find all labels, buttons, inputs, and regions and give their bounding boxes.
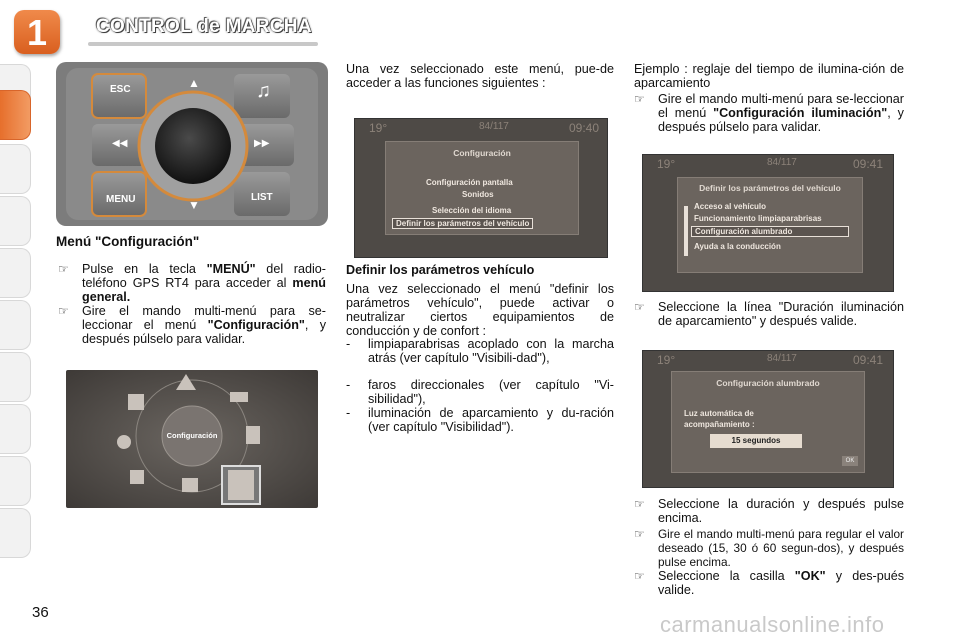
bullet-adjust-value (634, 527, 904, 569)
page-title: CONTROL de MARCHA (96, 16, 312, 37)
text: Gire el mando multi-menú para se-leccionar el menú (82, 304, 326, 332)
bold-text: "Configuración iluminación" (713, 106, 888, 120)
list-button[interactable]: LIST (251, 192, 273, 203)
text: Gire el mando multi-menú para se-leccionar el menú (658, 92, 904, 120)
selection-bar (684, 206, 688, 256)
side-tab-active[interactable] (0, 90, 31, 140)
up-arrow-icon[interactable]: ▲ (188, 76, 200, 90)
list-item-text: faros direccionales (ver capítulo "Vi-sibilidad"), (368, 378, 614, 406)
text: Pulse en la tecla (82, 262, 207, 276)
bullet-select-ok (634, 569, 904, 597)
bullet-select-duration-line (634, 300, 904, 328)
esc-button[interactable]: ESC (110, 84, 131, 95)
status-time: 09:41 (853, 157, 884, 171)
screen-dialog (671, 371, 865, 473)
pointing-hand-icon: ☞ (634, 569, 645, 583)
dash: - (346, 406, 351, 420)
list-item (346, 378, 614, 406)
middle-intro: Una vez seleccionado este menú, pue-de acceder a las funciones siguientes : (346, 62, 614, 90)
text: Gire el mando multi-menú para regular el valor deseado (15, 30 ó 60 segun-dos), y después pulse encima. (658, 527, 904, 569)
down-arrow-icon[interactable]: ▼ (188, 198, 200, 212)
bold-text: menú general. (82, 276, 326, 304)
pointing-hand-icon: ☞ (58, 262, 69, 276)
pointing-hand-icon: ☞ (58, 304, 69, 318)
bullet-select-duration (634, 497, 904, 525)
screen-title: Configuración (453, 148, 511, 158)
dash: - (346, 378, 351, 392)
chapter-number: 1 (26, 12, 48, 53)
status-time: 09:40 (569, 121, 600, 135)
chapter-badge (14, 10, 60, 54)
side-tab[interactable] (0, 456, 31, 506)
list-item (346, 337, 614, 365)
text: Seleccione la casilla (658, 569, 795, 583)
title-underline (88, 42, 318, 46)
middle-body: Una vez seleccionado el menú "definir los parámetros vehículo", puede activar o neutralizar ciertos equipamientos de conducción y de confort : (346, 282, 614, 338)
bullet-press-menu (58, 262, 326, 304)
screen-status-bar (355, 119, 607, 135)
right-intro: Ejemplo : reglaje del tiempo de ilumina-ción de aparcamiento (634, 62, 904, 90)
menu-item-selected[interactable]: Configuración alumbrado (691, 226, 849, 237)
watermark[interactable]: carmanualsonline.info (660, 612, 885, 637)
wheel-center-label: Configuración (166, 431, 218, 440)
status-time: 09:41 (853, 353, 884, 367)
text: , y después púlselo para validar. (658, 106, 904, 134)
section-heading-vehicle: Definir los parámetros vehículo (346, 263, 535, 277)
side-tab[interactable] (0, 248, 31, 298)
music-note-icon[interactable]: ♫ (256, 80, 271, 102)
status-distance: 84/117 (479, 121, 509, 132)
text: Seleccione la línea "Duración iluminación de aparcamiento" y después valide. (658, 300, 904, 328)
screen-dialog (385, 141, 579, 235)
pointing-hand-icon: ☞ (634, 497, 645, 511)
page-number: 36 (32, 604, 49, 621)
text: del radio-teléfono GPS RT4 para acceder al (82, 262, 326, 290)
bold-text: "OK" (794, 569, 826, 583)
screen-title: Configuración alumbrado (716, 378, 820, 388)
pointing-hand-icon: ☞ (634, 527, 645, 541)
ok-button[interactable]: OK (842, 456, 858, 466)
screen-status-bar (643, 155, 893, 171)
text: Seleccione la duración y después pulse encima. (658, 497, 904, 525)
side-tab[interactable] (0, 352, 31, 402)
pointing-hand-icon: ☞ (634, 92, 645, 106)
list-item-text: limpiaparabrisas acoplado con la marcha atrás (ver capítulo "Visibili-dad"), (368, 337, 614, 365)
status-temp: 19° (369, 121, 388, 135)
menu-wheel-photo (66, 370, 318, 508)
screen-lighting-config (642, 350, 894, 488)
menu-item[interactable]: Configuración pantalla (426, 178, 513, 187)
text: y des-pués valide. (658, 569, 904, 597)
side-tabs (0, 64, 34, 574)
bullet-select-lighting (634, 92, 904, 134)
fast-forward-icon[interactable]: ▶▶ (254, 138, 270, 149)
side-tab[interactable] (0, 300, 31, 350)
dash: - (346, 337, 351, 351)
menu-button[interactable]: MENU (106, 194, 136, 205)
screen-vehicle-params (642, 154, 894, 292)
setting-label: Luz automática de acompañamiento : (684, 409, 755, 429)
menu-item[interactable]: Sonidos (462, 190, 494, 199)
side-tab[interactable] (0, 508, 31, 558)
control-panel-photo (56, 62, 328, 226)
menu-item[interactable]: Funcionamiento limpiaparabrisas (694, 214, 822, 223)
side-tab[interactable] (0, 196, 31, 246)
side-tab[interactable] (0, 144, 31, 194)
status-temp: 19° (657, 157, 676, 171)
text: , y después púlselo para validar. (82, 318, 327, 346)
status-temp: 19° (657, 353, 676, 367)
pointing-hand-icon: ☞ (634, 300, 645, 314)
menu-item-selected[interactable]: Definir los parámetros del vehículo (392, 218, 533, 229)
screen-configuracion (354, 118, 608, 258)
header (0, 0, 960, 52)
screen-title: Definir los parámetros del vehículo (699, 183, 841, 193)
section-heading-config: Menú "Configuración" (56, 234, 200, 249)
screen-status-bar (643, 351, 893, 367)
duration-value-box[interactable]: 15 segundos (710, 434, 802, 448)
bold-text: "Configuración" (207, 318, 305, 332)
menu-item[interactable]: Ayuda a la conducción (694, 242, 781, 251)
menu-item[interactable]: Selección del idioma (432, 206, 512, 215)
screen-dialog (677, 177, 863, 273)
list-item-text: iluminación de aparcamiento y du-ración (ver capítulo "Visibilidad"). (368, 406, 614, 434)
bold-text: "MENÚ" (206, 262, 256, 276)
side-tab[interactable] (0, 404, 31, 454)
status-distance: 84/117 (767, 157, 797, 168)
rewind-icon[interactable]: ◀◀ (112, 138, 128, 149)
menu-item[interactable]: Acceso al vehículo (694, 202, 767, 211)
bullet-select-config (58, 304, 326, 346)
status-distance: 84/117 (767, 353, 797, 364)
list-item (346, 406, 614, 434)
